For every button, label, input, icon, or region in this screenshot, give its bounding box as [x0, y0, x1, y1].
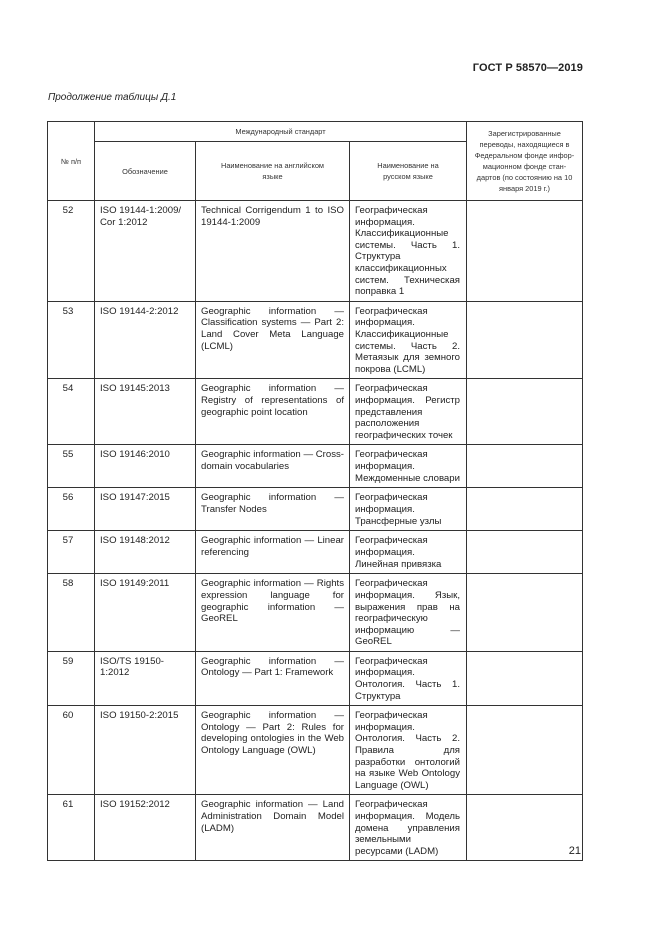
- table-row: [48, 651, 583, 705]
- row-registered-translation: [467, 201, 583, 302]
- row-english-name: Geographic information — Classification systems — Part 2: Land Cover Meta Language (LCML): [196, 301, 350, 379]
- row-english-name: Geographic information — Rights expression language for geographic information — GeoREL: [196, 574, 350, 652]
- row-number: 54: [48, 379, 95, 445]
- row-designation: ISO 19146:2010: [95, 445, 196, 488]
- column-header-international-standard: Международный стандарт: [95, 122, 467, 142]
- row-number: 56: [48, 488, 95, 531]
- row-registered-translation: [467, 445, 583, 488]
- row-registered-translation: [467, 301, 583, 379]
- table-caption: Продолжение таблицы Д.1: [48, 92, 177, 103]
- row-english-name: Geographic information — Linear referencing: [196, 531, 350, 574]
- row-number: 61: [48, 795, 95, 861]
- row-designation: ISO 19144-2:2012: [95, 301, 196, 379]
- row-russian-name: Географическая информация. Онтология. Часть 2. Правила для разработки онтологий на языке Web Ontology Language (OWL): [350, 706, 467, 795]
- row-designation: ISO 19152:2012: [95, 795, 196, 861]
- row-registered-translation: [467, 488, 583, 531]
- row-russian-name: Географическая информация. Онтология. Часть 1. Структура: [350, 651, 467, 705]
- row-english-name: Technical Corrigendum 1 to ISO 19144-1:2009: [196, 201, 350, 302]
- row-registered-translation: [467, 795, 583, 861]
- row-russian-name: Географическая информация. Классификационные системы. Часть 2. Метаязык для земного покрова (LCML): [350, 301, 467, 379]
- document-code: ГОСТ Р 58570—2019: [472, 62, 583, 74]
- row-russian-name: Географическая информация. Регистр представления расположения географических точек: [350, 379, 467, 445]
- row-russian-name: Географическая информация. Классификационные системы. Часть 1. Структура классификационных систем. Техническая поправка 1: [350, 201, 467, 302]
- row-russian-name: Географическая информация. Линейная привязка: [350, 531, 467, 574]
- row-designation: ISO 19147:2015: [95, 488, 196, 531]
- table-row: [48, 706, 583, 795]
- row-number: 53: [48, 301, 95, 379]
- row-english-name: Geographic information — Cross-domain vocabularies: [196, 445, 350, 488]
- row-number: 52: [48, 201, 95, 302]
- table-row: [48, 201, 583, 302]
- row-russian-name: Географическая информация. Трансферные узлы: [350, 488, 467, 531]
- table-row: [48, 574, 583, 652]
- row-english-name: Geographic information — Transfer Nodes: [196, 488, 350, 531]
- column-header-english-name: Наименование на английском языке: [196, 142, 350, 201]
- row-english-name: Geographic information — Land Administration Domain Model (LADM): [196, 795, 350, 861]
- row-designation: ISO 19148:2012: [95, 531, 196, 574]
- row-registered-translation: [467, 379, 583, 445]
- table-row: [48, 445, 583, 488]
- table-row: [48, 301, 583, 379]
- table-row: [48, 379, 583, 445]
- row-number: 59: [48, 651, 95, 705]
- column-header-designation: Обозначение: [95, 142, 196, 201]
- row-designation: ISO 19149:2011: [95, 574, 196, 652]
- row-designation: ISO 19150-2:2015: [95, 706, 196, 795]
- row-registered-translation: [467, 574, 583, 652]
- page-number: 21: [568, 845, 581, 857]
- row-russian-name: Географическая информация. Язык, выражения прав на географическую информацию — GeoREL: [350, 574, 467, 652]
- row-english-name: Geographic information — Ontology — Part 1: Framework: [196, 651, 350, 705]
- row-number: 57: [48, 531, 95, 574]
- row-number: 55: [48, 445, 95, 488]
- column-header-registered-translations: Зарегистрированные переводы, находящиеся в Федеральном фонде инфор-мационном фонде стан-дартов (по состоянию на 10 января 2019 г.): [467, 122, 583, 201]
- row-registered-translation: [467, 531, 583, 574]
- row-english-name: Geographic information — Ontology — Part 2: Rules for developing ontologies in the Web Ontology Language (OWL): [196, 706, 350, 795]
- row-number: 58: [48, 574, 95, 652]
- row-english-name: Geographic information — Registry of representations of geographic point location: [196, 379, 350, 445]
- row-registered-translation: [467, 706, 583, 795]
- table-row: [48, 531, 583, 574]
- row-designation: ISO/TS 19150-1:2012: [95, 651, 196, 705]
- row-designation: ISO 19145:2013: [95, 379, 196, 445]
- row-number: 60: [48, 706, 95, 795]
- row-designation: ISO 19144-1:2009/ Cor 1:2012: [95, 201, 196, 302]
- row-registered-translation: [467, 651, 583, 705]
- table-row: [48, 488, 583, 531]
- standards-table: [47, 121, 583, 861]
- column-header-russian-name: Наименование на русском языке: [350, 142, 467, 201]
- row-russian-name: Географическая информация. Междоменные словари: [350, 445, 467, 488]
- column-header-number: № п/п: [48, 122, 95, 201]
- table-row: [48, 795, 583, 861]
- row-russian-name: Географическая информация. Модель домена управления земельными ресурсами (LADM): [350, 795, 467, 861]
